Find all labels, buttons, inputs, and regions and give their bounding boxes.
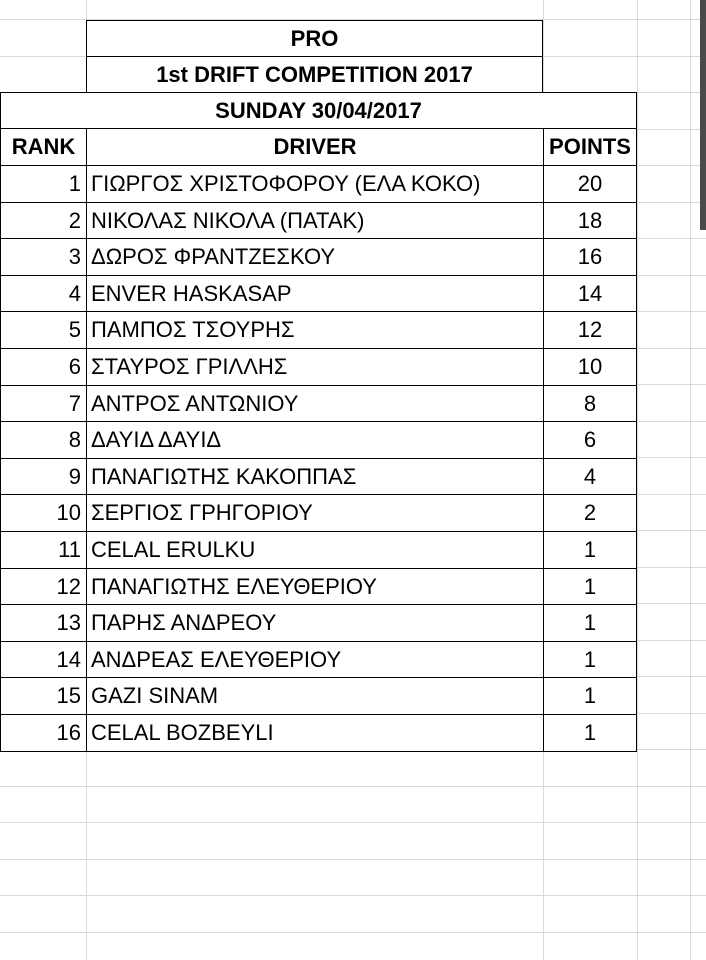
points-cell[interactable]: 1 [543,568,637,605]
rank-cell[interactable]: 8 [0,421,87,459]
header-driver[interactable]: DRIVER [86,128,544,166]
driver-cell[interactable]: ΠΑΝΑΓΙΩΤΗΣ ΕΛΕΥΘΕΡΙΟΥ [86,568,544,605]
driver-cell[interactable]: ΠΑΡΗΣ ΑΝΔΡΕΟΥ [86,604,544,642]
driver-cell[interactable]: ΔΩΡΟΣ ΦΡΑΝΤΖΕΣΚΟΥ [86,238,544,276]
rank-cell[interactable]: 10 [0,494,87,532]
category-title[interactable]: PRO [86,20,543,57]
rank-cell[interactable]: 3 [0,238,87,276]
rank-cell[interactable]: 1 [0,165,87,203]
driver-cell[interactable]: ΑΝΔΡΕΑΣ ΕΛΕΥΘΕΡΙΟΥ [86,641,544,678]
rank-cell[interactable]: 2 [0,202,87,239]
driver-cell[interactable]: ΠΑΝΑΓΙΩΤΗΣ ΚΑΚΟΠΠΑΣ [86,458,544,495]
points-cell[interactable]: 12 [543,311,637,349]
header-points[interactable]: POINTS [543,128,637,166]
rank-cell[interactable]: 11 [0,531,87,569]
rank-cell[interactable]: 7 [0,385,87,422]
rank-cell[interactable]: 16 [0,714,87,752]
rank-cell[interactable]: 6 [0,348,87,386]
driver-cell[interactable]: CELAL ERULKU [86,531,544,569]
header-rank[interactable]: RANK [0,128,87,166]
points-cell[interactable]: 14 [543,275,637,312]
points-cell[interactable]: 1 [543,531,637,569]
window-edge [700,0,706,230]
points-cell[interactable]: 8 [543,385,637,422]
rank-cell[interactable]: 5 [0,311,87,349]
driver-cell[interactable]: ΠΑΜΠΟΣ ΤΣΟΥΡΗΣ [86,311,544,349]
rank-cell[interactable]: 9 [0,458,87,495]
points-cell[interactable]: 20 [543,165,637,203]
points-cell[interactable]: 1 [543,641,637,678]
points-cell[interactable]: 4 [543,458,637,495]
rank-cell[interactable]: 4 [0,275,87,312]
points-cell[interactable]: 18 [543,202,637,239]
driver-cell[interactable]: ΓΙΩΡΓΟΣ ΧΡΙΣΤΟΦΟΡΟΥ (ΕΛΑ ΚΟΚΟ) [86,165,544,203]
competition-title[interactable]: 1st DRIFT COMPETITION 2017 [86,56,543,93]
points-cell[interactable]: 1 [543,604,637,642]
driver-cell[interactable]: GAZI SINAM [86,677,544,715]
driver-cell[interactable]: CELAL BOZBEYLI [86,714,544,752]
driver-cell[interactable]: ΔΑΥΙΔ ΔΑΥΙΔ [86,421,544,459]
driver-cell[interactable]: ΣΤΑΥΡΟΣ ΓΡΙΛΛΗΣ [86,348,544,386]
points-cell[interactable]: 1 [543,677,637,715]
points-cell[interactable]: 2 [543,494,637,532]
points-cell[interactable]: 1 [543,714,637,752]
driver-cell[interactable]: ΑΝΤΡΟΣ ΑΝΤΩΝΙΟΥ [86,385,544,422]
event-date[interactable]: SUNDAY 30/04/2017 [0,92,637,129]
points-cell[interactable]: 16 [543,238,637,276]
driver-cell[interactable]: ΣΕΡΓΙΟΣ ΓΡΗΓΟΡΙΟΥ [86,494,544,532]
points-cell[interactable]: 10 [543,348,637,386]
rank-cell[interactable]: 12 [0,568,87,605]
rank-cell[interactable]: 14 [0,641,87,678]
driver-cell[interactable]: ΝΙΚΟΛΑΣ ΝΙΚΟΛΑ (ΠΑΤΑΚ) [86,202,544,239]
driver-cell[interactable]: ENVER HASKASAP [86,275,544,312]
rank-cell[interactable]: 13 [0,604,87,642]
rank-cell[interactable]: 15 [0,677,87,715]
points-cell[interactable]: 6 [543,421,637,459]
